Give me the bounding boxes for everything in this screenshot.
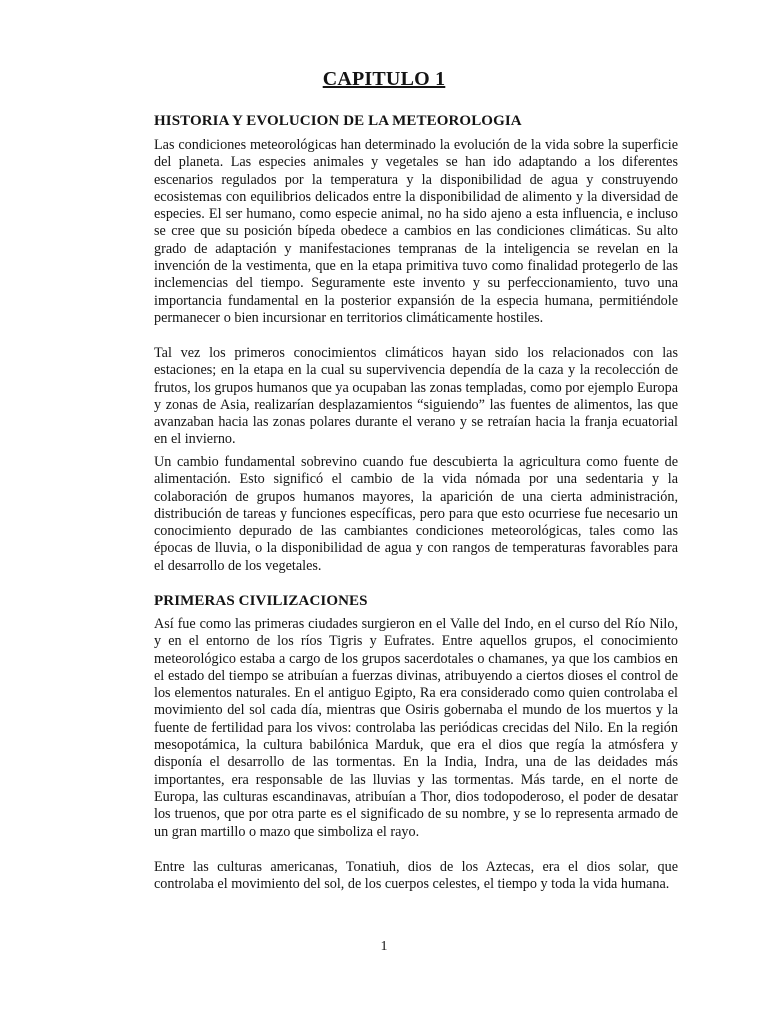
- paragraph: Tal vez los primeros conocimientos climáticos hayan sido los relacionados con las estaciones; en la etapa en la cual su supervivencia dependía de la caza y la recolección de frutos, los grupos humanos que ya ocupaban las zonas templadas, como por ejemplo Europa y zonas de Asia, realizarían desplazamientos “siguiendo” las fuentes de alimentos, las que avanzaban hacia las zonas polares durante el verano y se retraían hacia la franja ecuatorial en el invierno.: [154, 345, 678, 448]
- section-heading-history: HISTORIA Y EVOLUCION DE LA METEOROLOGIA: [154, 113, 522, 129]
- paragraph: Así fue como las primeras ciudades surgieron en el Valle del Indo, en el curso del Río Nilo, y en el entorno de los ríos Tigris y Eufrates. Entre aquellos grupos, el conocimiento meteorológico estaba a cargo de los grupos sacerdotales o chamanes, ya que los cambios en el estado del tiempo se atribuían a fuerzas divinas, atribuyendo a ciertos dioses el control de los elementos naturales. En el antiguo Egipto, Ra era considerado como quien controlaba el movimiento del sol cada día, mientras que Osiris gobernaba el mundo de los muertos y la fuente de fertilidad para los vivos: controlaba las periódicas crecidas del Nilo. En la región mesopotámica, la cultura babilónica Marduk, que era el dios que regía la atmósfera y disponía el desarrollo de las tormentas. En la India, Indra, una de las deidades más importantes, era responsable de las lluvias y las tormentas. Más tarde, en el norte de Europa, las culturas escandinavas, atribuían a Thor, dios todopoderoso, el poder de desatar los truenos, que por otra parte es el significado de su nombre, y se lo representa armado de un gran martillo o mazo que simboliza el rayo.: [154, 616, 678, 840]
- section-heading-civilizations: PRIMERAS CIVILIZACIONES: [154, 593, 368, 609]
- paragraph: Entre las culturas americanas, Tonatiuh, dios de los Aztecas, era el dios solar, que controlaba el movimiento del sol, de los cuerpos celestes, el tiempo y toda la vida humana.: [154, 859, 678, 893]
- paragraph: Las condiciones meteorológicas han determinado la evolución de la vida sobre la superficie del planeta. Las especies animales y vegetales se han ido adaptando a los diferentes escenarios regulados por la temperatura y la disponibilidad de agua y construyendo ecosistemas con equilibrios delicados entre la disponibilidad de alimento y la diversidad de especies. El ser humano, como especie animal, no ha sido ajeno a esta influencia, e incluso se cree que su posición bípeda obedece a cambios en las condiciones climáticas. Su alto grado de adaptación y manifestaciones tempranas de la inteligencia se revelan en la invención de la vestimenta, que en la etapa primitiva tuvo como finalidad protegerlo de las inclemencias del tiempo. Seguramente este invento y su perfeccionamiento, tuvo una importancia fundamental en la posterior expansión de la especia humana, permitiéndole permanecer o bien incursionar en territorios climáticamente hostiles.: [154, 137, 678, 326]
- page-number: 1: [380, 939, 388, 954]
- chapter-title: CAPITULO 1: [322, 68, 446, 90]
- paragraph: Un cambio fundamental sobrevino cuando fue descubierta la agricultura como fuente de alimentación. Esto significó el cambio de la vida nómada por una sedentaria y la colaboración de grupos humanos mayores, la aparición de una cierta administración, distribución de tareas y funciones específicas, pero para que esto ocurriese fue necesario un conocimiento depurado de las cambiantes condiciones meteorológicas, tales como las épocas de lluvia, o la disponibilidad de agua y con rangos de temperaturas favorables para el desarrollo de los vegetales.: [154, 454, 678, 574]
